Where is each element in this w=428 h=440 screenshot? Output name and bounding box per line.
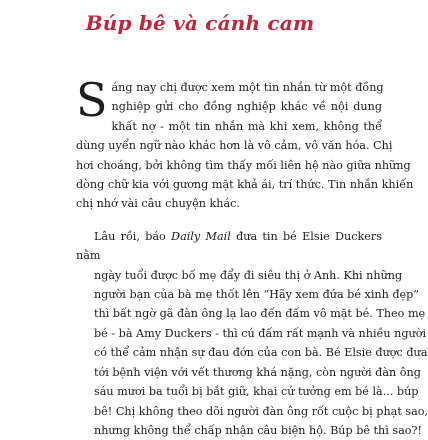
text-line: thì bất ngờ gã đàn ông lạ lao đến đấm vô mặt bé. Theo mẹ — [94, 307, 426, 321]
text-line: dùng uyển ngữ nào khác hơn là vô cảm, vô văn hóa. Chị — [76, 139, 393, 153]
text-line: ngày tuổi được bố mẹ đẩy đi siêu thị ở Anh. Khi những — [94, 268, 403, 282]
text-line: sáu mươi ba tuổi bị bắt giữ, khai cứ tưởng em bé là... búp — [94, 385, 419, 399]
text-line: bê! Chị không theo dõi người đàn ông rốt cuộc bị phạt sao, — [94, 404, 428, 418]
text-line: dòng chữ kia với gương mặt khả ái, trí thức. Tin nhắn khiến — [76, 178, 414, 192]
text-line: tới bệnh viện với vết thương khá nặng, còn người đàn ông — [94, 365, 421, 379]
chapter-title: Búp bê và cánh cam — [85, 11, 315, 35]
text-line: có thể cảm nhận sự đau đớn của con bà. Bé Elsie được đưa — [94, 346, 428, 360]
paragraph-1 — [76, 73, 414, 214]
text-line-start: Lâu rồi, báo — [94, 229, 172, 243]
text-line: hơi choáng, bởi không tìm thấy mối liên hệ nào giữa những — [76, 158, 411, 172]
body-text — [76, 73, 428, 440]
text-line: nghiệp gửi cho đồng nghiệp khác về nội dung — [111, 100, 382, 114]
text-line-end: đưa tin bé Elsie Duckers nằm — [76, 229, 382, 263]
text-line: chị nhớ vài câu chuyện khác. — [76, 197, 240, 211]
text-line: bé - bà Amy Duckers - thì cú đấm rất mạnh và nhiều người — [94, 326, 427, 340]
text-line: khất nợ - một tin nhắn mà khi xem, không thể — [111, 119, 382, 133]
text-line: áng nay chị được xem một tin nhắn từ một đồng — [111, 81, 384, 94]
drop-cap-letter: S — [76, 73, 108, 127]
paragraph-2 — [76, 227, 428, 440]
publication-name: Daily Mail — [171, 229, 231, 243]
text-line: người bạn của bà mẹ thốt lên “Hãy xem đứa bé xinh đẹp” — [94, 288, 420, 302]
text-line: nhưng không thể chấp nhận câu biện hộ. Búp bê thì sao?! — [94, 423, 423, 437]
